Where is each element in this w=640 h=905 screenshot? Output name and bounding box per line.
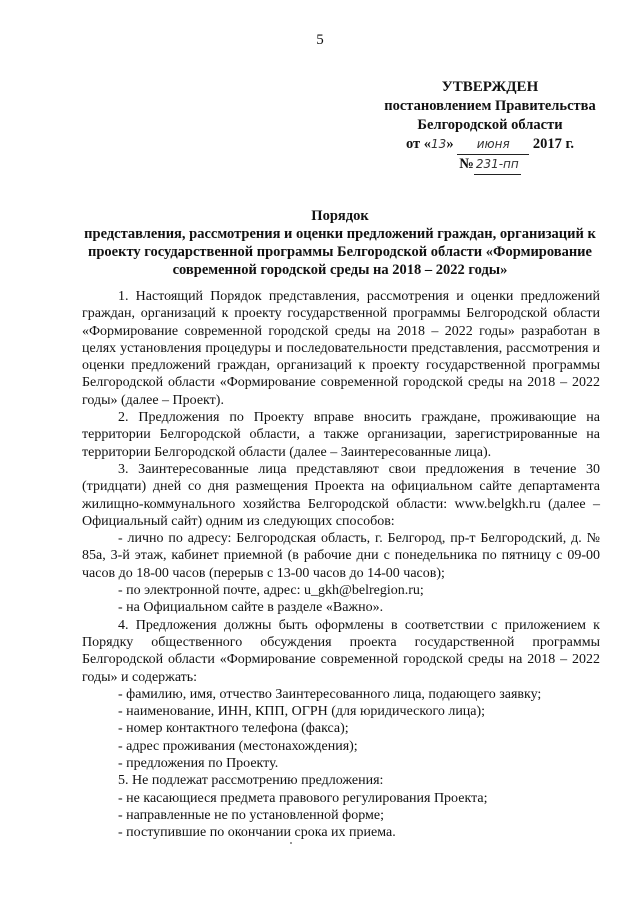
list-item: - на Официальном сайте в разделе «Важно».	[118, 600, 384, 616]
list-item: 5. Не подлежат рассмотрению предложения:	[118, 773, 384, 789]
number-prefix: №	[459, 156, 474, 172]
approval-line-1: постановлением Правительства	[384, 98, 596, 114]
document-heading	[70, 207, 610, 279]
document-body	[82, 288, 600, 842]
approval-date	[360, 135, 620, 155]
paragraph: 2. Предложения по Проекту вправе вносить граждане, проживающие на территории Белгородской области, а также организации, зарегистрированные на территории Белгородской области (далее – Заинтересованные лица).	[82, 410, 600, 460]
list-item: - поступившие по окончании срока их приема.	[118, 825, 396, 841]
approval-stamp	[360, 78, 620, 175]
page-number: 5	[316, 32, 324, 48]
heading-title: Порядок	[311, 208, 369, 224]
list-item: - наименование, ИНН, КПП, ОГРН (для юридического лица);	[118, 704, 486, 720]
list-item: - не касающиеся предмета правового регулирования Проекта;	[118, 790, 488, 806]
number-value: 231-пп	[474, 155, 521, 175]
date-mid: »	[446, 136, 454, 152]
date-prefix: от «	[405, 136, 432, 152]
date-day: 13	[431, 137, 447, 151]
paragraph: - лично по адресу: Белгородская область, г. Белгород, пр-т Белгородский, д. № 85а, 3-й этаж, кабинет приемной (в рабочие дни с понедельника по пятницу с 09-00 часов до 18-00 часов (перерыв с 13-00 часов до 14-00 часов);	[82, 531, 600, 581]
list-item: - направленные не по установленной форме;	[118, 807, 384, 823]
list-item: - фамилию, имя, отчество Заинтересованного лица, подающего заявку;	[118, 686, 542, 702]
approval-title: УТВЕРЖДЕН	[441, 79, 539, 95]
paragraph: 4. Предложения должны быть оформлены в соответствии с приложением к Порядку общественного обсуждения проекта государственной программы Белгородской области «Формирование современной городской среды на 2018 – 2022 годы» и содержать:	[82, 617, 600, 685]
heading-subtitle: представления, рассмотрения и оценки предложений граждан, организаций к проекту государственной программы Белгородской области «Формирование современной городской среды на 2018 – 2022 годы»	[84, 226, 596, 278]
approval-number	[360, 155, 620, 175]
paragraph: 3. Заинтересованные лица представляют свои предложения в течение 30 (тридцати) дней со дня размещения Проекта на официальном сайте департамента жилищно-коммунального хозяйства Белгородской области: www.belgkh.ru (далее – Официальный сайт) одним из следующих способов:	[82, 461, 600, 529]
list-item: - предложения по Проекту.	[118, 756, 279, 772]
approval-line-2: Белгородской области	[417, 117, 563, 133]
list-item: - по электронной почте, адрес: u_gkh@belregion.ru;	[118, 583, 424, 599]
scan-speck	[290, 842, 292, 844]
list-item: - номер контактного телефона (факса);	[118, 721, 349, 737]
date-year: 2017 г.	[532, 136, 575, 152]
date-month: июня	[457, 135, 529, 155]
paragraph: 1. Настоящий Порядок представления, рассмотрения и оценки предложений граждан, организаций к проекту государственной программы Белгородской области «Формирование современной городской среды на 2018 – 2022 годы» разработан в целях установления процедуры и последовательности представления, рассмотрения и оценки предложений граждан, организаций к проекту государственной программы Белгородской области «Формирование современной городской среды на 2018 – 2022 годы» (далее – Проект).	[82, 289, 600, 408]
list-item: - адрес проживания (местонахождения);	[118, 738, 358, 754]
